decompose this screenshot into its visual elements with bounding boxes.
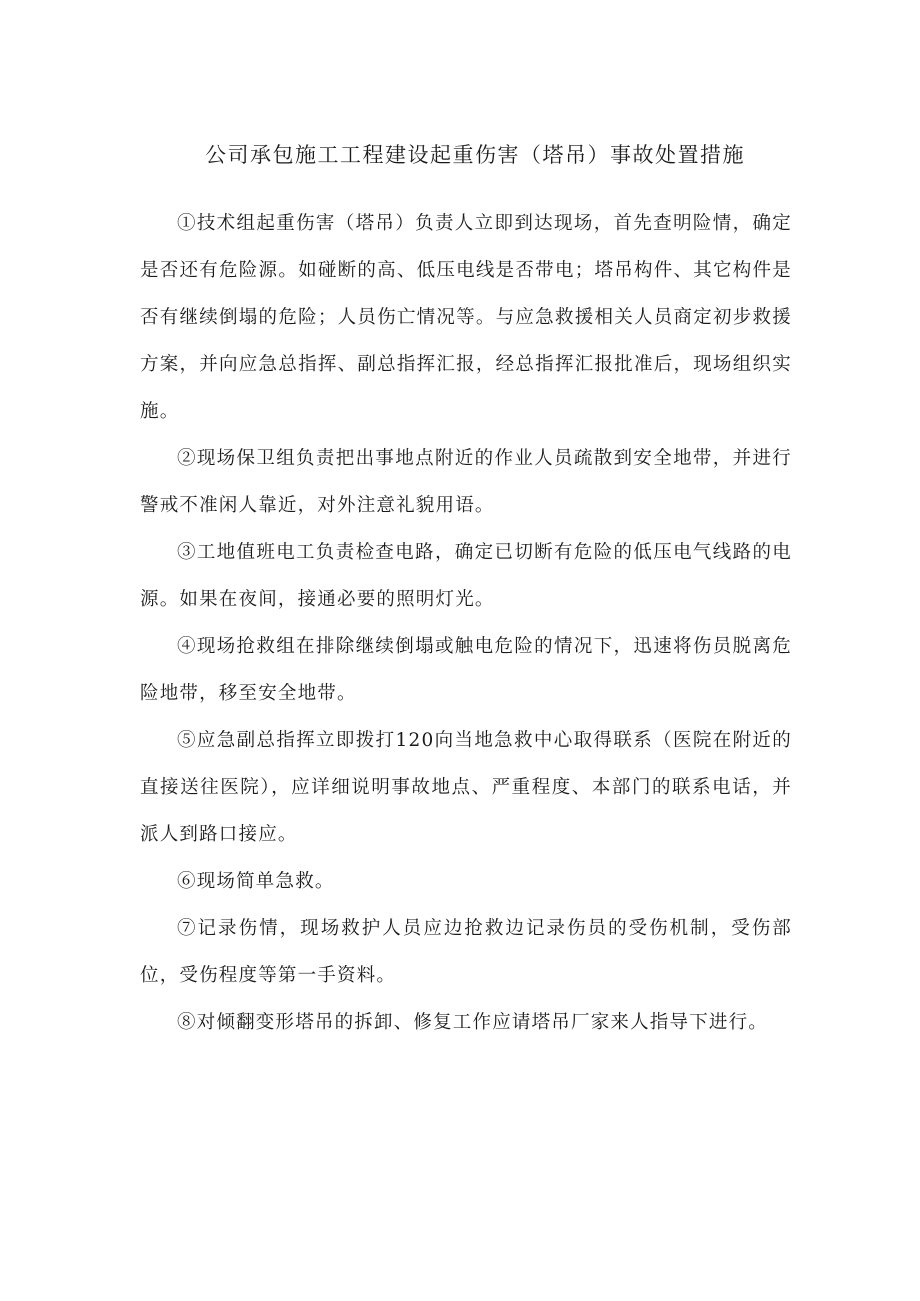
paragraph-3: ③工地值班电工负责检查电路，确定已切断有危险的低压电气线路的电源。如果在夜间，接通必要的照明灯光。 bbox=[140, 542, 792, 610]
paragraph-6: ⑥现场简单急救。 bbox=[177, 871, 335, 892]
page-title: 公司承包施工工程建设起重伤害（塔吊）事故处置措施 bbox=[205, 143, 745, 167]
paragraph-7: ⑦记录伤情，现场救护人员应边抢救边记录伤员的受伤机制，受伤部位，受伤程度等第一手资料。 bbox=[140, 918, 792, 986]
paragraph-2: ②现场保卫组负责把出事地点附近的作业人员疏散到安全地带，并进行警戒不准闲人靠近，对外注意礼貌用语。 bbox=[140, 448, 792, 516]
paragraph-5: ⑤应急副总指挥立即拨打120向当地急救中心取得联系（医院在附近的直接送往医院），应详细说明事故地点、严重程度、本部门的联系电话，并派人到路口接应。 bbox=[140, 730, 792, 845]
document-body bbox=[140, 200, 792, 1046]
paragraph-1: ①技术组起重伤害（塔吊）负责人立即到达现场，首先查明险情，确定是否还有危险源。如碰断的高、低压电线是否带电；塔吊构件、其它构件是否有继续倒塌的危险；人员伤亡情况等。与应急救援相关人员商定初步救援方案，并向应急总指挥、副总指挥汇报，经总指挥汇报批准后，现场组织实施。 bbox=[140, 213, 792, 422]
paragraph-4: ④现场抢救组在排除继续倒塌或触电危险的情况下，迅速将伤员脱离危险地带，移至安全地带。 bbox=[140, 636, 792, 704]
paragraph-8: ⑧对倾翻变形塔吊的拆卸、修复工作应请塔吊厂家来人指导下进行。 bbox=[177, 1012, 769, 1033]
